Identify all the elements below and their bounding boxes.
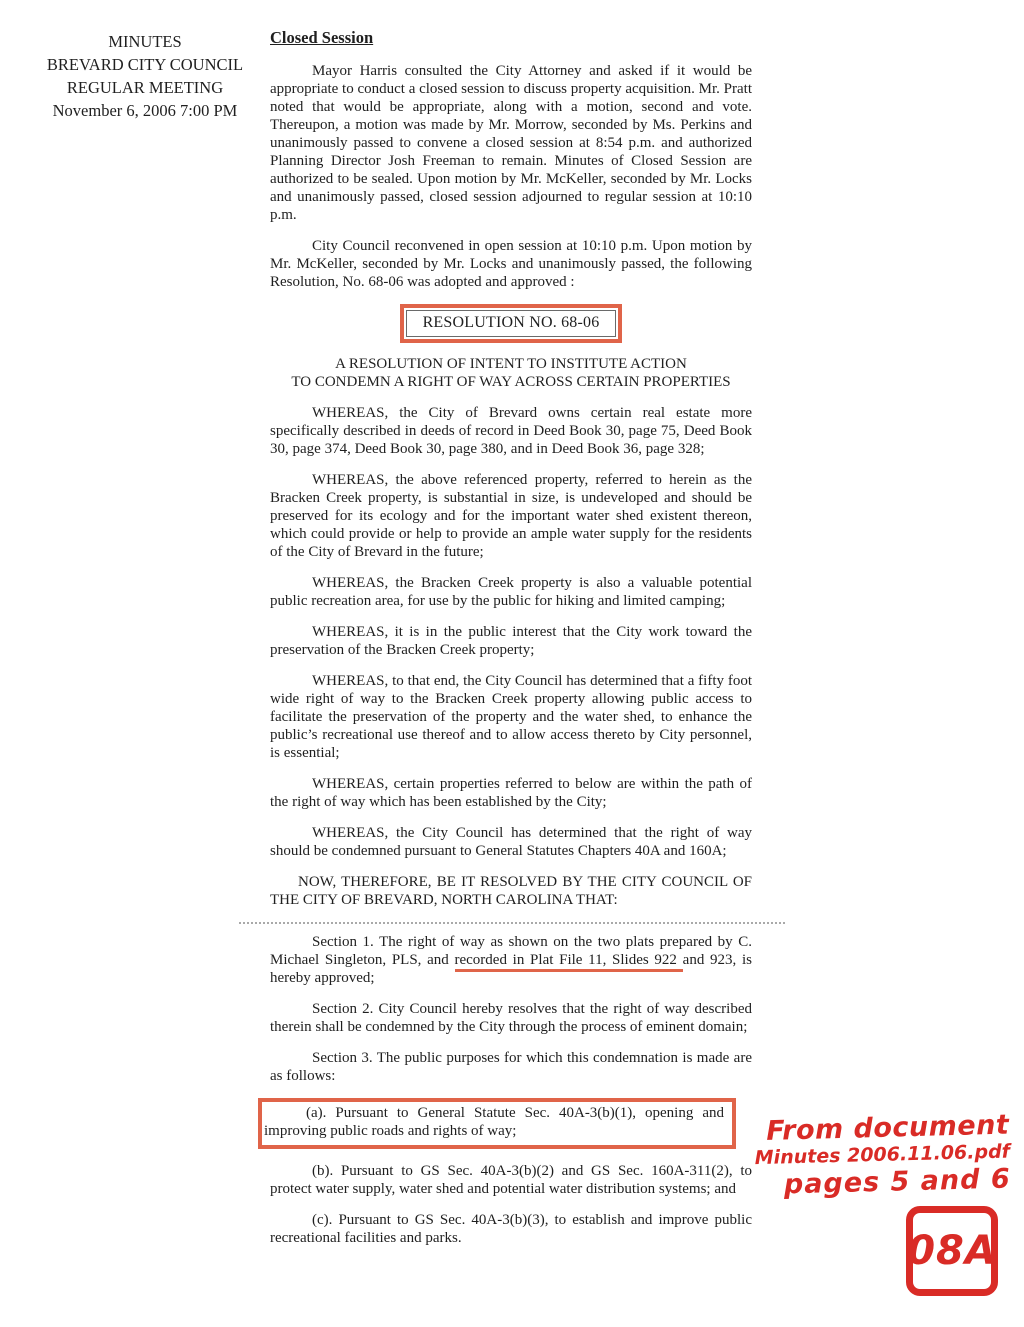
page-break-dotted-divider	[239, 922, 785, 924]
section-1-text-post: and 923, is hereby approved;	[270, 952, 752, 986]
section-3-paragraph: Section 3. The public purposes for which this condemnation is made are as follows:	[270, 1050, 752, 1084]
resolution-title-line-2: TO CONDEMN A RIGHT OF WAY ACROSS CERTAIN PROPERTIES	[291, 374, 731, 390]
source-note-line-3: pages 5 and 6	[783, 1163, 1012, 1201]
meeting-header	[38, 30, 252, 122]
whereas-paragraph-3: WHEREAS, the Bracken Creek property is also a valuable potential public recreation area, for use by the public for hiking and limited camping;	[270, 575, 752, 609]
now-therefore-paragraph: NOW, THEREFORE, BE IT RESOLVED BY THE CITY COUNCIL OF THE CITY OF BREVARD, NORTH CAROLINA THAT:	[270, 874, 752, 908]
resolution-annotation-box	[400, 304, 623, 343]
underlined-plat-reference: recorded in Plat File 11, Slides 922	[455, 952, 683, 972]
source-note-line-2: Minutes 2006.11.06.pdf	[754, 1140, 1011, 1170]
paragraph-closed-session: Mayor Harris consulted the City Attorney and asked if it would be appropriate to conduct a closed session to discuss property acquisition. Mr. Pratt noted that would be appropriate, along with a motion, second and vote. Thereupon, a motion was made by Mr. Morrow, seconded by Ms. Perkins and unanimously passed to convene a closed session at 8:54 p.m. and authorized Planning Director Josh Freeman to remain. Minutes of Closed Session are authorized to be sealed. Upon motion by Mr. McKeller, seconded by Mr. Locks and unanimously passed, closed session adjourned to regular session at 10:10 p.m.	[270, 63, 752, 223]
source-note	[741, 1111, 1011, 1203]
section-1-paragraph	[270, 933, 752, 987]
whereas-paragraph-2: WHEREAS, the above referenced property, referred to herein as the Bracken Creek property, is substantial in size, is undeveloped and should be preserved for its ecology and for the important water shed existent thereon, which could provide or help to provide an ample water supply for the residents of the City of Brevard in the future;	[270, 472, 752, 560]
meeting-header-line-minutes: MINUTES	[108, 32, 182, 51]
closed-session-heading: Closed Session	[270, 28, 374, 47]
resolution-number: RESOLUTION NO. 68-06	[406, 310, 617, 337]
meeting-header-line-date: November 6, 2006 7:00 PM	[52, 101, 238, 120]
whereas-paragraph-7: WHEREAS, the City Council has determined that the right of way should be condemned pursuant to General Statutes Chapters 40A and 160A;	[270, 825, 752, 859]
page-stamp-label: 08A	[907, 1228, 997, 1274]
whereas-paragraph-1: WHEREAS, the City of Brevard owns certain real estate more specifically described in deeds of record in Deed Book 30, page 75, Deed Book 30, page 374, Deed Book 30, page 380, and in Deed Book 36, page 328;	[270, 405, 752, 457]
item-a-annotation-box	[258, 1098, 736, 1149]
item-b-paragraph: (b). Pursuant to GS Sec. 40A-3(b)(2) and GS Sec. 160A-311(2), to protect water supply, water shed and potential water distribution systems; and	[270, 1163, 752, 1197]
paragraph-reconvene: City Council reconvened in open session at 10:10 p.m. Upon motion by Mr. McKeller, seconded by Mr. Locks and unanimously passed, the following Resolution, No. 68-06 was adopted and approved :	[270, 238, 752, 290]
meeting-header-line-meeting: REGULAR MEETING	[66, 78, 224, 97]
item-c-paragraph: (c). Pursuant to GS Sec. 40A-3(b)(3), to establish and improve public recreational facilities and parks.	[270, 1212, 752, 1246]
section-1-text-pre: Section 1. The right of way as shown on the two plats prepared by C. Michael Singleton, PLS, and	[270, 934, 752, 968]
resolution-title-line-1: A RESOLUTION OF INTENT TO INSTITUTE ACTION	[335, 356, 687, 372]
meeting-header-line-council: BREVARD CITY COUNCIL	[46, 55, 244, 74]
document-body	[264, 28, 752, 1260]
resolution-title	[270, 355, 752, 391]
whereas-paragraph-4: WHEREAS, it is in the public interest that the City work toward the preservation of the Bracken Creek property;	[270, 624, 752, 658]
whereas-paragraph-6: WHEREAS, certain properties referred to below are within the path of the right of way which has been established by the City;	[270, 776, 752, 810]
item-a-paragraph: (a). Pursuant to General Statute Sec. 40A-3(b)(1), opening and improving public roads and rights of way;	[264, 1105, 724, 1139]
section-2-paragraph: Section 2. City Council hereby resolves that the right of way described therein shall be condemned by the City through the process of eminent domain;	[270, 1001, 752, 1035]
page-stamp	[906, 1206, 998, 1296]
whereas-paragraph-5: WHEREAS, to that end, the City Council has determined that a fifty foot wide right of way to the Bracken Creek property allowing public access to facilitate the preservation of the property and the water shed, to enhance the public’s recreational use thereof and to allow access thereto by City personnel, is essential;	[270, 673, 752, 761]
source-note-line-1: From document	[765, 1109, 1010, 1147]
resolution-number-row	[270, 304, 752, 343]
